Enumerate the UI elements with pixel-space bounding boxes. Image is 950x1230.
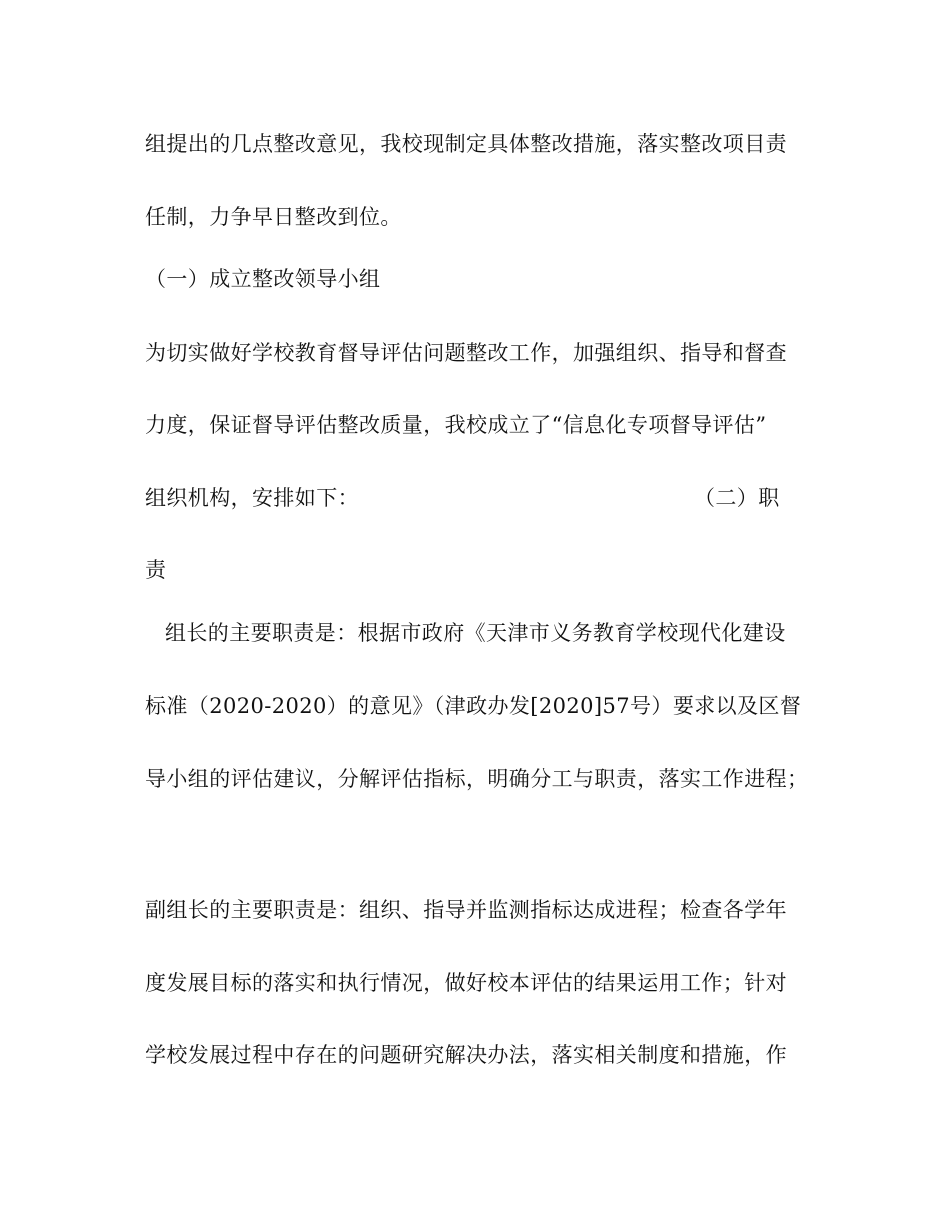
paragraph-line: 学校发展过程中存在的问题研究解决办法，落实相关制度和措施，作: [145, 1043, 787, 1067]
paragraph-line: 组长的主要职责是：根据市政府《天津市义务教育学校现代化建设: [165, 621, 786, 645]
paragraph-line: 度发展目标的落实和执行情况，做好校本评估的结果运用工作；针对: [145, 971, 787, 995]
section-heading: （一）成立整改领导小组: [145, 267, 381, 291]
paragraph-line: 力度，保证督导评估整改质量，我校成立了“信息化专项督导评估”: [145, 413, 767, 437]
paragraph-line: 导小组的评估建议，分解评估指标，明确分工与职责，落实工作进程；: [145, 767, 809, 791]
section-heading: （二）职: [694, 486, 780, 510]
section-heading-continued: 责: [145, 558, 167, 582]
paragraph-line: 副组长的主要职责是：组织、指导并监测指标达成进程；检查各学年: [145, 898, 787, 922]
paragraph-line: 为切实做好学校教育督导评估问题整改工作，加强组织、指导和督查: [145, 341, 787, 365]
paragraph-line: 标准（2020-2020）的意见》（津政办发[2020]57号）要求以及区督: [145, 694, 802, 718]
paragraph-line: 组织机构，安排如下：: [145, 486, 359, 510]
paragraph-line: 组提出的几点整改意见，我校现制定具体整改措施，落实整改项目责: [145, 132, 787, 156]
paragraph-line: 任制，力争早日整改到位。: [145, 205, 402, 229]
